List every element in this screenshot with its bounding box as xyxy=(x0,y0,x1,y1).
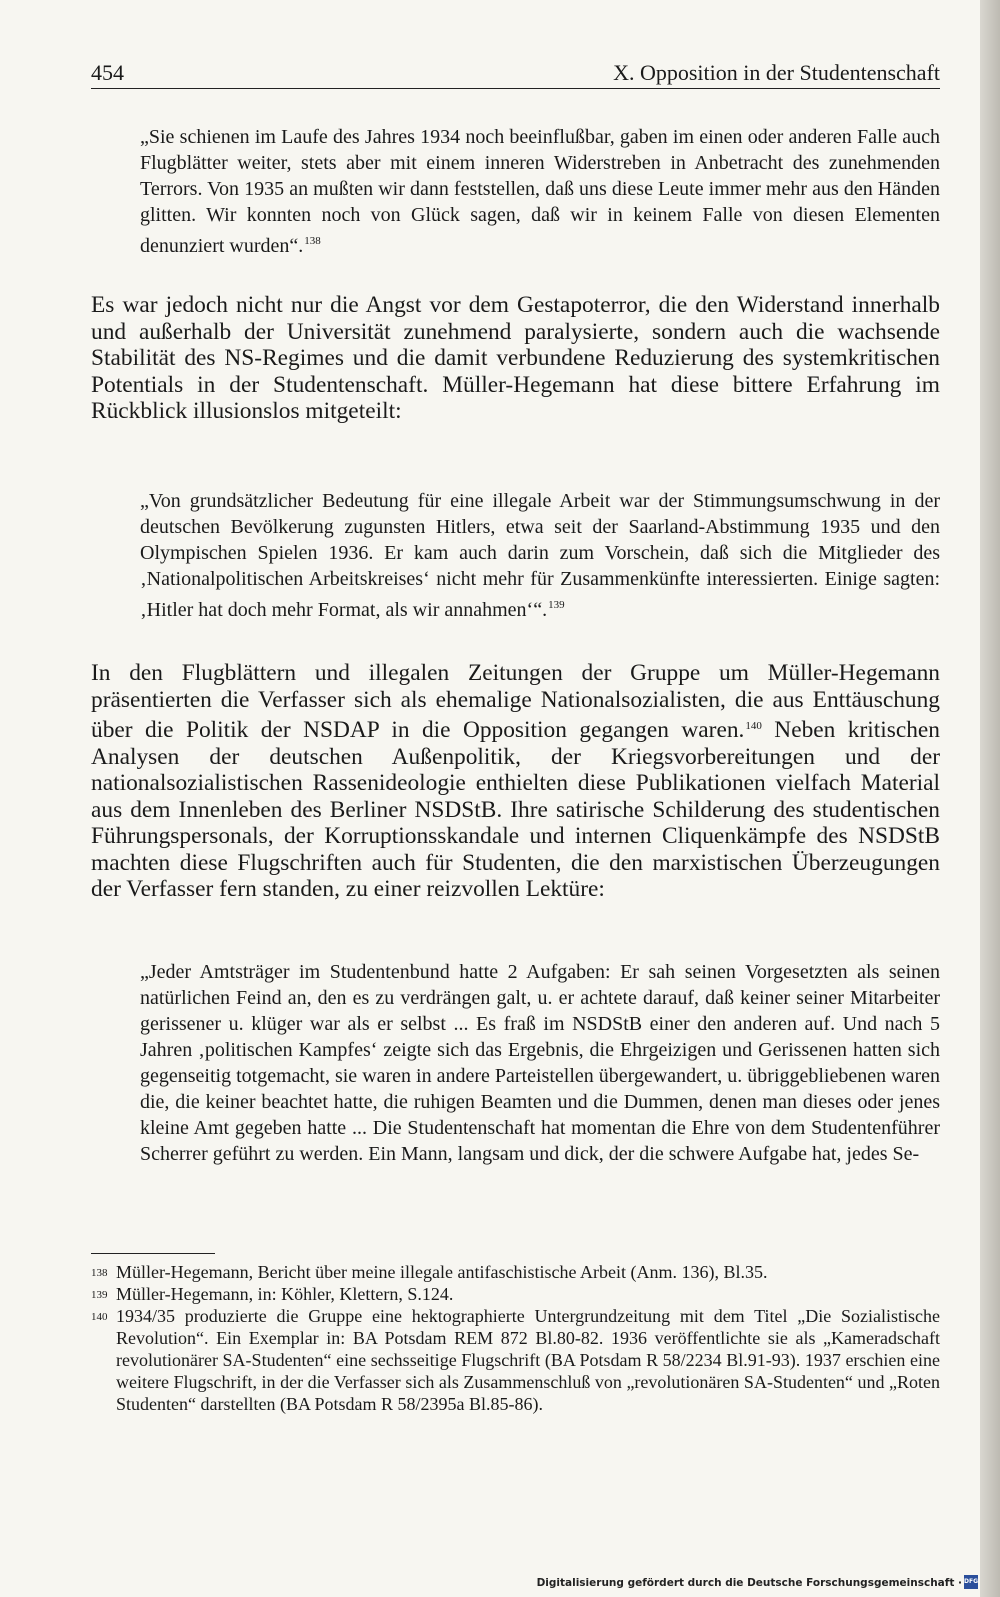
footnote-number: 140 xyxy=(91,1311,108,1323)
footnote-ref-139: 139 xyxy=(548,599,565,611)
footnote-text: 1934/35 produzierte die Gruppe eine hektographierte Untergrundzeitung mit dem Titel „Die Sozialistische Revolution“. Ein Exemplar in: BA Potsdam REM 872 Bl.80-82. 1936 veröffentlichte sie als „Kameradschaft revolutionärer SA-Studenten“ eine sechsseitige Flugschrift (BA Potsdam R 58/2234 Bl.91-93). 1937 erschien eine weitere Flugschrift, in der die Verfasser sich als Zusammenschluß von „revolutionären SA-Studenten“ und „Roten Studenten“ darstellten (BA Potsdam R 58/2395a Bl.85-86). xyxy=(116,1306,940,1414)
paragraph-2-text-a: In den Flugblättern und illegalen Zeitungen der Gruppe um Müller-Hegemann präsentierten die Verfasser sich als ehemalige Nationalsozialisten, die aus Enttäuschung über die Politik der NSDAP in die Opposition gegangen waren. xyxy=(91,660,940,743)
footnote-number: 139 xyxy=(91,1289,108,1301)
running-title: X. Opposition in der Studentenschaft xyxy=(613,60,940,85)
quote-2-text: „Von grundsätzlicher Bedeutung für eine illegale Arbeit war der Stimmungsumschwung in der deutschen Bevölkerung zugunsten Hitlers, etwa seit der Saarland-Abstimmung 1935 und den Olympischen Spielen 1936. Er kam auch darin zum Vorschein, daß sich die Mitglieder des ‚Nationalpolitischen Arbeitskreises‘ nicht mehr für Zusammenkünfte interessierten. Einige sagten: ‚Hitler hat doch mehr Format, als wir annahmen‘“. xyxy=(140,490,940,621)
running-header xyxy=(91,60,940,86)
block-quote-2 xyxy=(140,488,940,623)
footnote-number: 138 xyxy=(91,1267,108,1279)
block-quote-3 xyxy=(140,959,940,1167)
footnote-ref-140: 140 xyxy=(745,720,762,732)
dfg-logo: DFG xyxy=(964,1575,978,1589)
footnote-rule xyxy=(91,1253,215,1254)
header-rule xyxy=(91,88,940,89)
paragraph-2 xyxy=(91,660,940,903)
footnote-138 xyxy=(91,1261,940,1284)
paragraph-1 xyxy=(91,292,940,425)
page-edge xyxy=(980,0,1000,1597)
block-quote-1 xyxy=(140,124,940,259)
quote-1-text: „Sie schienen im Laufe des Jahres 1934 noch beeinflußbar, gaben im einen oder anderen Falle auch Flugblätter weiter, stets aber mit einem inneren Widerstreben in Anbetracht des zunehmenden Terrors. Von 1935 an mußten wir dann feststellen, daß uns diese Leute immer mehr aus den Händen glitten. Wir konnten noch von Glück sagen, daß wir in keinem Falle von diesen Elementen denunziert wurden“. xyxy=(140,126,940,257)
paragraph-1-text: Es war jedoch nicht nur die Angst vor dem Gestapoterror, die den Widerstand innerhalb und außerhalb der Universität zunehmend paralysierte, sondern auch die wachsende Stabilität des NS-Regimes und die damit verbundene Reduzierung des systemkritischen Potentials in der Studentenschaft. Müller-Hegemann hat diese bittere Erfahrung im Rückblick illusionslos mitgeteilt: xyxy=(91,292,940,424)
footnote-ref-138: 138 xyxy=(304,235,321,247)
footnote-text: Müller-Hegemann, in: Köhler, Klettern, S.124. xyxy=(116,1284,454,1304)
paragraph-2-text-b: Neben kritischen Analysen der deutschen Außenpolitik, der Kriegsvorbereitungen und der nationalsozialistischen Rassenideologie enthielten diese Publikationen vielfach Material aus dem Innenleben des Berliner NSDStB. Ihre satirische Schilderung des studentischen Führungspersonals, der Korruptionsskandale und internen Cliquenkämpfe des NSDStB machten diese Flugschriften auch für Studenten, die den marxistischen Überzeugungen der Verfasser fern standen, zu einer reizvollen Lektüre: xyxy=(91,717,941,902)
quote-3-text: „Jeder Amtsträger im Studentenbund hatte 2 Aufgaben: Er sah seinen Vorgesetzten als seinen natürlichen Feind an, den es zu verdrängen galt, u. er achtete darauf, daß keiner seiner Mitarbeiter gerissener u. klüger war als er selbst ... Es fraß im NSDStB einer den anderen auf. Und nach 5 Jahren ‚politischen Kampfes‘ zeigte sich das Ergebnis, die Ehrgeizigen und Gerissenen hatten sich gegenseitig totgemacht, sie waren in andere Parteistellen übergewandert, u. übriggebliebenen waren die, die keiner beachtet hatte, die ruhigen Beamten und die Dummen, denen man dieses oder jenes kleine Amt gegeben hatte ... Die Studentenschaft hat momentan die Ehre von dem Studentenführer Scherrer geführt zu werden. Ein Mann, langsam und dick, der die schwere Aufgabe hat, jedes Se- xyxy=(140,961,940,1165)
footnote-140 xyxy=(91,1305,940,1415)
digitization-note: Digitalisierung gefördert durch die Deutsche Forschungsgemeinschaft · xyxy=(536,1577,962,1589)
footnote-139 xyxy=(91,1283,940,1306)
page-number: 454 xyxy=(91,60,124,85)
footnote-text: Müller-Hegemann, Bericht über meine illegale antifaschistische Arbeit (Anm. 136), Bl.35. xyxy=(116,1262,768,1282)
